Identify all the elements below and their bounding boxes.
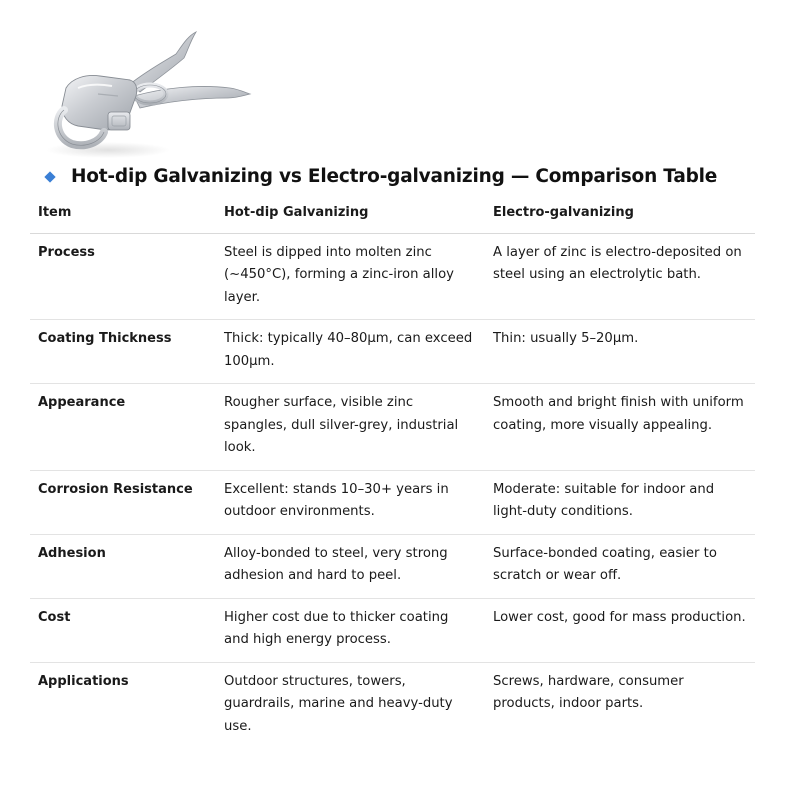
hot-dip-cell: Thick: typically 40–80μm, can exceed 100μm. xyxy=(216,320,485,384)
electro-cell: Screws, hardware, consumer products, indoor parts. xyxy=(493,673,684,711)
table-row xyxy=(30,470,755,534)
hot-dip-cell: Excellent: stands 10–30+ years in outdoor environments. xyxy=(216,470,485,534)
row-label: Cost xyxy=(30,598,216,662)
column-header-electro: Electro-galvanizing xyxy=(485,196,755,233)
column-header-hot-dip: Hot-dip Galvanizing xyxy=(216,196,485,233)
electro-cell: Thin: usually 5–20μm. xyxy=(485,320,755,384)
hot-dip-cell: Steel is dipped into molten zinc (~450°C), forming a zinc-iron alloy layer. xyxy=(216,233,485,320)
table-row xyxy=(30,233,755,320)
electro-cell: Smooth and bright finish with uniform coating, more visually appealing. xyxy=(485,384,755,471)
electro-cell: Surface-bonded coating, easier to scratch or wear off. xyxy=(485,534,755,598)
row-label: Coating Thickness xyxy=(30,320,216,384)
row-label: Adhesion xyxy=(30,534,216,598)
diamond-bullet-icon xyxy=(44,171,55,182)
electro-cell: Moderate: suitable for indoor and light-duty conditions. xyxy=(485,470,755,534)
table-row xyxy=(30,384,755,471)
comparison-table xyxy=(30,196,755,748)
electro-cell: Lower cost, good for mass production. xyxy=(485,598,755,662)
row-label: Applications xyxy=(38,673,129,689)
row-label: Corrosion Resistance xyxy=(30,470,216,534)
table-header-row xyxy=(30,196,755,233)
table-row xyxy=(30,320,755,384)
section-heading xyxy=(44,166,717,187)
electro-cell: A layer of zinc is electro-deposited on steel using an electrolytic bath. xyxy=(485,233,755,320)
hot-dip-cell: Rougher surface, visible zinc spangles, dull silver-grey, industrial look. xyxy=(216,384,485,471)
row-label: Appearance xyxy=(30,384,216,471)
table-row xyxy=(30,598,755,662)
page-title: Hot-dip Galvanizing vs Electro-galvanizing — Comparison Table xyxy=(71,166,718,187)
hot-dip-cell: Outdoor structures, towers, guardrails, marine and heavy-duty use. xyxy=(224,673,453,734)
hot-dip-cell: Alloy-bonded to steel, very strong adhesion and hard to peel. xyxy=(216,534,485,598)
table-row xyxy=(30,662,755,748)
hot-dip-cell: Higher cost due to thicker coating and high energy process. xyxy=(216,598,485,662)
column-header-item: Item xyxy=(30,196,216,233)
galvanized-fence-clamp-photo xyxy=(38,22,268,162)
row-label: Process xyxy=(30,233,216,320)
table-row xyxy=(30,534,755,598)
